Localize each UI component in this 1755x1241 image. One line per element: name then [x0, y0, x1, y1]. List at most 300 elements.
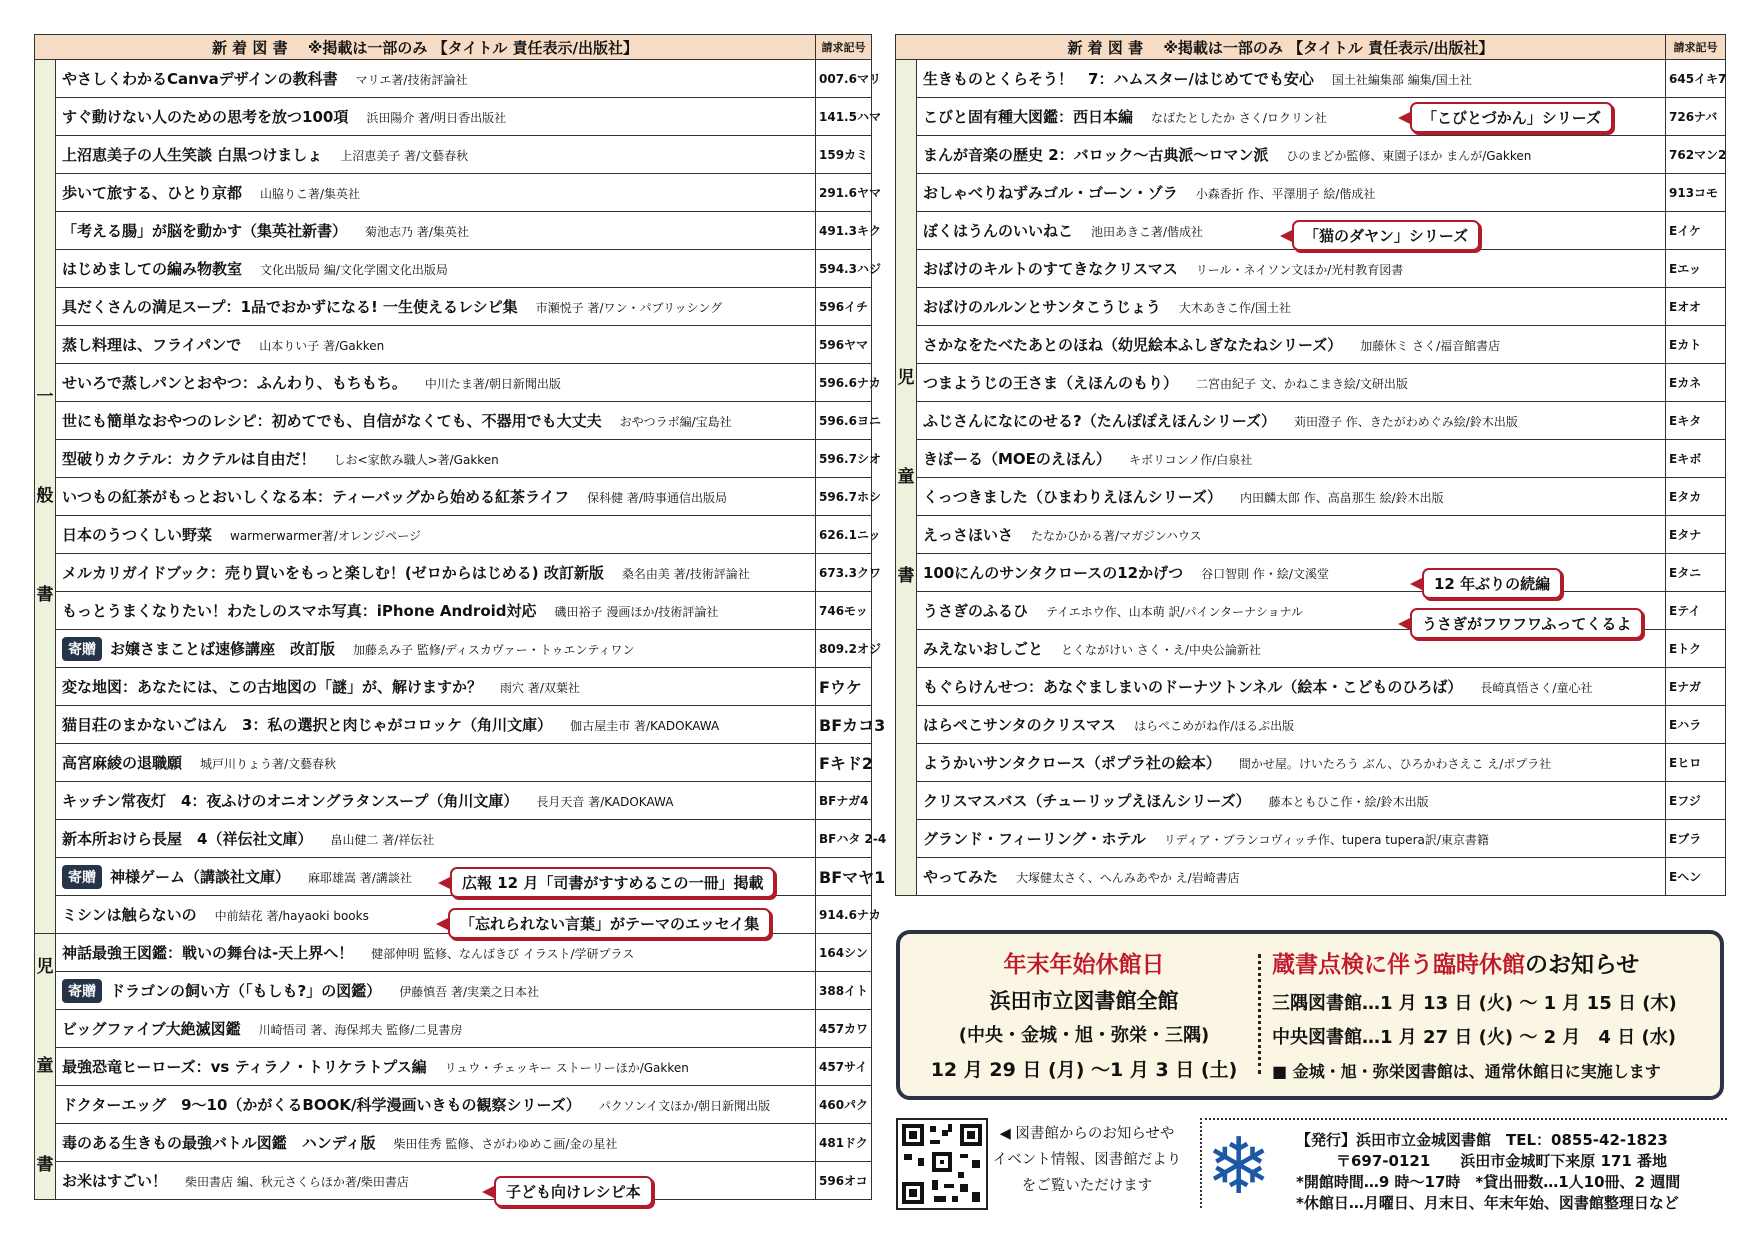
book-row	[35, 288, 872, 326]
book-responsibility: リール・ネイソン文ほか/光村教育図書	[1195, 263, 1404, 277]
category-char: 書	[36, 584, 54, 605]
footer-hours: *開館時間…9 時～17時 *貸出冊数…1人10冊、2 週間	[1296, 1173, 1681, 1191]
new-year-title: 年末年始休館日	[1003, 952, 1165, 978]
book-call-number: 596.7ホシ	[816, 478, 872, 516]
book-call-number: 596イチ	[816, 288, 872, 326]
book-call-number: Eカネ	[1666, 364, 1726, 402]
category-char: 書	[897, 565, 915, 586]
category-char: 般	[36, 486, 54, 507]
book-title-cell	[917, 402, 1666, 440]
book-responsibility: 加藤休ミ さく/福音館書店	[1360, 339, 1501, 353]
book-row	[35, 98, 872, 136]
book-title-cell	[56, 1086, 816, 1124]
book-title-cell	[56, 744, 816, 782]
book-title: お米はすごい！	[62, 1172, 168, 1190]
book-row	[35, 250, 872, 288]
notice-divider	[1258, 954, 1261, 1074]
header-call-label: 請求記号	[1666, 35, 1726, 60]
book-responsibility: 健部伸明 監修、なんばきび イラスト/学研プラス	[371, 947, 635, 961]
book-row	[896, 858, 1726, 896]
footer-address: 〒697-0121 浜田市金城町下来原 171 番地	[1336, 1152, 1668, 1170]
book-responsibility: 加藤ゑみ子 監修/ディスカヴァー・トゥエンティワン	[353, 642, 635, 657]
book-row	[35, 440, 872, 478]
book-title: メルカリガイドブック：売り買いをもっと楽しむ！(ゼロからはじめる) 改訂新版	[62, 564, 604, 582]
table-header	[35, 35, 872, 60]
book-call-number: 626.1ニッ	[816, 516, 872, 554]
book-title-cell	[917, 858, 1666, 896]
book-title-cell	[917, 820, 1666, 858]
book-title: 日本のうつくしい野菜	[62, 526, 213, 544]
category-char: 児	[897, 368, 915, 389]
book-title: えっさほいさ	[923, 526, 1014, 544]
book-title-cell	[56, 60, 816, 98]
book-title: 最強恐竜ヒーローズ：vs ティラノ・トリケラトプス編	[62, 1058, 427, 1076]
book-row	[35, 1124, 872, 1162]
book-row	[35, 630, 872, 668]
book-call-number: 914.6ナカ	[816, 896, 872, 934]
qr-caption-line2: イベント情報、図書館だより	[992, 1152, 1182, 1168]
new-year-scope: 浜田市立図書館全館	[989, 989, 1179, 1013]
book-responsibility: 長崎真悟さく/童心社	[1480, 681, 1593, 695]
book-title-cell	[56, 478, 816, 516]
inventory-chuo: 中央図書館…1 月 27 日 (火) ～ 2 月 4 日 (水)	[1272, 1027, 1676, 1048]
book-row	[35, 1162, 872, 1200]
book-row	[896, 820, 1726, 858]
book-row	[35, 706, 872, 744]
book-responsibility: 山本りい子 著/Gakken	[259, 339, 385, 353]
book-title: ミシンは触らないの	[62, 906, 197, 924]
book-title-cell	[917, 782, 1666, 820]
book-title-cell	[56, 250, 816, 288]
book-title: ふじさんになにのせる?（たんぽぽえほんシリーズ）	[923, 412, 1276, 430]
book-responsibility: 文化出版局 編/文化学園文化出版局	[260, 263, 448, 277]
book-title-cell	[917, 174, 1666, 212]
book-call-number: Eヘン	[1666, 858, 1726, 896]
book-responsibility: 麻耶雄嵩 著/講談社	[308, 870, 412, 885]
book-call-number: 809.2オジ	[816, 630, 872, 668]
category-char: 童	[897, 467, 915, 488]
book-row	[35, 60, 872, 98]
book-row	[35, 972, 872, 1010]
book-title: 毒のある生きもの最強バトル図鑑 ハンディ版	[62, 1134, 376, 1152]
book-title: もっとうまくなりたい！わたしのスマホ写真：iPhone Android対応	[62, 602, 537, 620]
book-responsibility: リディア・ブランコヴィッチ作、tupera tupera訳/東京書籍	[1163, 833, 1489, 847]
header-title: 新 着 図 書 ※掲載は一部のみ 【タイトル 責任表示/出版社】	[896, 35, 1666, 60]
book-responsibility: とくながけい さく・え/中央公論新社	[1061, 643, 1261, 657]
callout-santa: 12 年ぶりの続編	[1422, 568, 1562, 599]
book-title-cell	[56, 288, 816, 326]
book-row	[896, 364, 1726, 402]
book-call-number: Eイケ	[1666, 212, 1726, 250]
book-title-cell	[56, 1162, 816, 1200]
book-title: 100にんのサンタクロースの12かげつ	[923, 564, 1184, 582]
book-call-number: 913コモ	[1666, 174, 1726, 212]
book-title-cell	[56, 782, 816, 820]
book-responsibility: 中川たま著/朝日新聞出版	[424, 377, 561, 391]
book-call-number: 726ナバ	[1666, 98, 1726, 136]
book-title-cell	[917, 478, 1666, 516]
book-title: すぐ動けない人のための思考を放つ100項	[62, 108, 349, 126]
book-title-cell	[56, 706, 816, 744]
book-responsibility: 小森香折 作、平澤朋子 絵/偕成社	[1195, 187, 1376, 201]
book-title-cell	[917, 326, 1666, 364]
book-responsibility: 国土社編集部 編集/国土社	[1331, 73, 1472, 87]
book-title: 神様ゲーム（講談社文庫）	[110, 867, 291, 886]
book-row	[896, 668, 1726, 706]
book-title: 新本所おけら長屋 4（祥伝社文庫）	[62, 830, 313, 848]
book-call-number: Eブラ	[1666, 820, 1726, 858]
book-title: 神話最強王図鑑：戦いの舞台は-天上界へ！	[62, 944, 354, 962]
book-title: やさしくわかるCanvaデザインの教科書	[62, 70, 338, 88]
book-call-number: BFマヤ1	[816, 858, 872, 896]
book-title: うさぎのふるひ	[923, 602, 1029, 620]
book-title: せいろで蒸しパンとおやつ：ふんわり、もちもち。	[62, 374, 407, 392]
footer-info	[1296, 1130, 1680, 1214]
book-row	[35, 402, 872, 440]
donation-badge: 寄贈	[62, 637, 102, 661]
book-title-cell	[56, 972, 816, 1010]
book-responsibility: ひのまどか監修、東園子ほか まんが/Gakken	[1286, 149, 1532, 163]
book-title: キッチン常夜灯 4：夜ふけのオニオングラタンスープ（角川文庫）	[62, 792, 519, 810]
book-responsibility: 柴田書店 編、秋元さくらほか著/柴田書店	[185, 1175, 409, 1189]
new-year-closure	[914, 946, 1254, 1082]
left-book-panel	[34, 34, 887, 1200]
book-title-cell	[56, 516, 816, 554]
book-title: やってみた	[923, 868, 999, 886]
book-responsibility: 上沼恵美子 著/文藝春秋	[340, 149, 469, 163]
callout-kamisama: 広報 12 月「司書がすすめるこの一冊」掲載	[450, 867, 775, 898]
book-row	[896, 554, 1726, 592]
book-title-cell	[917, 744, 1666, 782]
book-call-number: Fウケ	[816, 668, 872, 706]
inventory-misumi: 三隅図書館…1 月 13 日 (火) ～ 1 月 15 日 (木)	[1272, 993, 1677, 1014]
book-row	[35, 212, 872, 250]
book-call-number: Eエッ	[1666, 250, 1726, 288]
category-char: 一	[36, 387, 54, 408]
book-call-number: BFナガ4	[816, 782, 872, 820]
book-row	[896, 250, 1726, 288]
book-call-number: 457サイ	[816, 1048, 872, 1086]
book-row	[896, 174, 1726, 212]
book-row	[896, 402, 1726, 440]
footer-publisher: 【発行】浜田市立金城図書館 TEL：0855-42-1823	[1296, 1131, 1668, 1149]
book-row	[35, 136, 872, 174]
book-call-number: 596.6ヨニ	[816, 402, 872, 440]
book-title-cell	[917, 668, 1666, 706]
book-call-number: Eヒロ	[1666, 744, 1726, 782]
inventory-title-red: 蔵書点検に伴う臨時休館	[1272, 952, 1525, 978]
qr-code-icon	[898, 1120, 986, 1208]
book-responsibility: 菊池志乃 著/集英社	[365, 225, 469, 239]
book-title-cell	[56, 1124, 816, 1162]
callout-dayan: 「猫のダヤン」シリーズ	[1292, 220, 1480, 251]
left-book-table	[34, 34, 887, 1200]
book-title: みえないおしごと	[923, 640, 1044, 658]
book-row	[35, 554, 872, 592]
book-responsibility: 内田麟太郎 作、高畠那生 絵/鈴木出版	[1239, 491, 1444, 505]
book-call-number: 388イト	[816, 972, 872, 1010]
book-responsibility: 大木あきこ作/国土社	[1178, 301, 1291, 315]
book-title: 上沼恵美子の人生笑談 白黒つけましょ	[62, 146, 323, 164]
book-call-number: Eフジ	[1666, 782, 1726, 820]
book-row	[896, 744, 1726, 782]
book-responsibility: 浜田陽介 著/明日香出版社	[366, 111, 507, 125]
book-call-number: Eテイ	[1666, 592, 1726, 630]
book-responsibility: 大塚健太さく、へんみあやか え/岩崎書店	[1016, 871, 1240, 885]
book-call-number: Eキボ	[1666, 440, 1726, 478]
book-title-cell	[56, 1048, 816, 1086]
closure-notice	[896, 930, 1724, 1100]
book-responsibility: テイエホウ作、山本萌 訳/パインターナショナル	[1046, 605, 1303, 619]
book-title-cell	[917, 136, 1666, 174]
book-row	[35, 326, 872, 364]
book-call-number: 291.6ヤマ	[816, 174, 872, 212]
book-row	[896, 288, 1726, 326]
book-title: ドクターエッグ 9～10（かがくるBOOK/科学漫画いきもの観察シリーズ）	[62, 1096, 581, 1114]
book-title: こびと固有種大図鑑：西日本編	[923, 108, 1134, 126]
book-row	[896, 326, 1726, 364]
book-title-cell	[56, 402, 816, 440]
book-call-number: Eカト	[1666, 326, 1726, 364]
footer-closed: *休館日…月曜日、月末日、年末年始、図書館整理日など	[1296, 1194, 1679, 1212]
book-responsibility: パクソンイ文ほか/朝日新聞出版	[598, 1099, 771, 1113]
book-title-cell	[917, 60, 1666, 98]
book-title: はらぺこサンタのクリスマス	[923, 716, 1117, 734]
book-title-cell	[917, 364, 1666, 402]
book-title: まんが音楽の歴史 2：バロック～古典派～ロマン派	[923, 146, 1269, 164]
book-title: つまようじの王さま（えほんのもり）	[923, 374, 1179, 392]
book-title-cell	[56, 554, 816, 592]
book-title: おばけのルルンとサンタこうじょう	[923, 298, 1161, 316]
book-call-number: 645イキ7	[1666, 60, 1726, 98]
category-char: 書	[36, 1154, 54, 1175]
book-call-number: 746モッ	[816, 592, 872, 630]
book-responsibility: 藤本ともひこ作・絵/鈴木出版	[1268, 795, 1429, 809]
book-title: 型破りカクテル：カクテルは自由だ！	[62, 450, 316, 468]
book-row	[35, 668, 872, 706]
book-title: グランド・フィーリング・ホテル	[923, 830, 1146, 848]
book-row	[896, 782, 1726, 820]
book-call-number: 596オコ	[816, 1162, 872, 1200]
book-title-cell	[56, 630, 816, 668]
callout-kobito: 「こびとづかん」シリーズ	[1410, 102, 1613, 133]
book-title: くっつきました（ひまわりえほんシリーズ）	[923, 488, 1222, 506]
book-row	[35, 1048, 872, 1086]
qr-caption	[992, 1121, 1182, 1199]
book-title-cell	[56, 212, 816, 250]
book-responsibility: 二宮由紀子 文、かねこまき絵/文研出版	[1196, 377, 1408, 391]
book-title-cell	[56, 668, 816, 706]
book-title-cell	[56, 326, 816, 364]
book-call-number: Eオオ	[1666, 288, 1726, 326]
book-call-number: 007.6マリ	[816, 60, 872, 98]
book-row	[35, 364, 872, 402]
book-responsibility: 川崎悟司 著、海保邦夫 監修/二見書房	[258, 1023, 463, 1037]
book-title: 具だくさんの満足スープ：1品でおかずになる! 一生使えるレシピ集	[62, 298, 518, 316]
book-call-number: BFハタ 2-4	[816, 820, 872, 858]
book-title: 変な地図：あなたには、この古地図の「謎」が、解けますか？	[62, 678, 483, 696]
category-char: 児	[36, 957, 54, 978]
book-row	[35, 592, 872, 630]
book-call-number: Eタナ	[1666, 516, 1726, 554]
donation-badge: 寄贈	[62, 865, 102, 889]
book-title: おしゃべりねずみゴル・ゴーン・ゾラ	[923, 184, 1178, 202]
book-responsibility: 磯田裕子 漫画ほか/技術評論社	[554, 605, 719, 619]
callout-okome: 子ども向けレシピ本	[494, 1176, 653, 1207]
book-responsibility: 保科健 著/時事通信出版局	[587, 491, 728, 505]
book-row	[35, 934, 872, 972]
book-responsibility: おやつラボ編/宝島社	[619, 415, 732, 429]
book-responsibility: 池田あきこ著/偕成社	[1091, 225, 1204, 239]
book-call-number: Eタカ	[1666, 478, 1726, 516]
book-title: 高宮麻綾の退職願	[62, 754, 183, 772]
inventory-others: ■ 金城・旭・弥栄図書館は、通常休館日に実施します	[1272, 1062, 1661, 1081]
book-responsibility: 谷口智則 作・絵/文溪堂	[1201, 567, 1329, 581]
book-responsibility: マリエ著/技術評論社	[355, 73, 468, 87]
right-book-table	[895, 34, 1726, 896]
book-responsibility: キボリコンノ作/白泉社	[1128, 453, 1253, 467]
book-title: 生きものとくらそう！ 7：ハムスター/はじめてでも安心	[923, 70, 1314, 88]
qr-caption-line1: ◀ 図書館からのお知らせや	[999, 1126, 1175, 1142]
book-call-number: Eキタ	[1666, 402, 1726, 440]
book-title-cell	[56, 98, 816, 136]
book-row	[896, 136, 1726, 174]
book-title-cell	[917, 250, 1666, 288]
table-header	[896, 35, 1726, 60]
book-responsibility: 苅田澄子 作、きたがわめぐみ絵/鈴木出版	[1293, 415, 1518, 429]
book-row	[896, 516, 1726, 554]
book-responsibility: リュウ・チェッキー ストーリーほか/Gakken	[444, 1061, 689, 1075]
callout-mishin: 「忘れられない言葉」がテーマのエッセイ集	[448, 908, 771, 939]
book-title: おばけのキルトのすてきなクリスマス	[923, 260, 1178, 278]
book-call-number: 594.3ハジ	[816, 250, 872, 288]
book-title-cell	[56, 364, 816, 402]
book-title-cell	[56, 174, 816, 212]
book-responsibility: しお<家飲み職人>著/Gakken	[333, 453, 499, 467]
book-call-number: 457カワ	[816, 1010, 872, 1048]
book-call-number: Eハラ	[1666, 706, 1726, 744]
book-call-number: Fキド2	[816, 744, 872, 782]
qr-caption-line3: をご覧いただけます	[1021, 1178, 1153, 1194]
book-title: 猫目荘のまかないごはん 3：私の選択と肉じゃがコロッケ（角川文庫）	[62, 716, 553, 734]
book-row	[896, 478, 1726, 516]
book-title-cell	[56, 934, 816, 972]
book-title: もぐらけんせつ：あなぐましまいのドーナツトンネル（絵本・こどものひろば）	[923, 678, 1463, 696]
book-row	[35, 820, 872, 858]
book-title: きぼーる（MOEのえほん）	[923, 450, 1111, 468]
book-responsibility: なばたとしたか さく/ロクリン社	[1151, 111, 1327, 125]
book-call-number: 481ドク	[816, 1124, 872, 1162]
book-responsibility: 雨穴 著/双葉社	[500, 681, 580, 695]
book-call-number: Eナガ	[1666, 668, 1726, 706]
book-title: ビッグファイブ大絶滅図鑑	[62, 1020, 241, 1038]
category-char: 童	[36, 1056, 54, 1077]
book-row	[35, 1010, 872, 1048]
inventory-closure	[1272, 946, 1712, 1082]
new-year-branches: (中央・金城・旭・弥栄・三隅)	[958, 1025, 1210, 1046]
book-call-number: 491.3キク	[816, 212, 872, 250]
category-cell	[896, 60, 917, 896]
donation-badge: 寄贈	[62, 979, 102, 1003]
book-title: 世にも簡単なおやつのレシピ：初めてでも、自信がなくても、不器用でも大丈夫	[62, 412, 602, 430]
book-title-cell	[56, 592, 816, 630]
book-responsibility: warmerwarmer著/オレンジページ	[230, 529, 422, 543]
book-title-cell	[56, 1010, 816, 1048]
book-title-cell	[56, 820, 816, 858]
book-call-number: BFカコ3	[816, 706, 872, 744]
book-title: クリスマスバス（チューリップえほんシリーズ）	[923, 792, 1251, 810]
book-responsibility: 長月天音 著/KADOKAWA	[536, 795, 674, 809]
book-title: ぼくはうんのいいねこ	[923, 222, 1074, 240]
book-call-number: 762マン2	[1666, 136, 1726, 174]
book-responsibility: 間かせ屋。けいたろう ぶん、ひろかわさえこ え/ポプラ社	[1238, 757, 1552, 771]
book-title: いつもの紅茶がもっとおいしくなる本：ティーバッグから始める紅茶ライフ	[62, 488, 570, 506]
book-call-number: 596.6ナカ	[816, 364, 872, 402]
book-call-number: 596.7シオ	[816, 440, 872, 478]
book-title-cell	[917, 516, 1666, 554]
book-title-cell	[917, 706, 1666, 744]
inventory-title-black: のお知らせ	[1525, 952, 1640, 978]
book-responsibility: 中前結花 著/hayaoki books	[214, 909, 369, 923]
book-call-number: 164シン	[816, 934, 872, 972]
book-responsibility: 柴田佳秀 監修、さがわゆめこ画/金の星社	[393, 1137, 618, 1151]
book-responsibility: たなかひかる著/マガジンハウス	[1031, 529, 1202, 543]
book-title: 歩いて旅する、ひとり京都	[62, 184, 243, 202]
category-cell	[35, 934, 56, 1200]
book-row	[896, 706, 1726, 744]
book-call-number: 596ヤマ	[816, 326, 872, 364]
book-row	[35, 478, 872, 516]
book-call-number: 159カミ	[816, 136, 872, 174]
book-call-number: Eトク	[1666, 630, 1726, 668]
book-call-number: 673.3クワ	[816, 554, 872, 592]
book-row	[35, 516, 872, 554]
book-title: ようかいサンタクロース（ポプラ社の絵本）	[923, 754, 1221, 772]
book-row	[35, 174, 872, 212]
book-row	[35, 744, 872, 782]
book-responsibility: 伽古屋圭市 著/KADOKAWA	[570, 719, 720, 733]
book-call-number: 141.5ハマ	[816, 98, 872, 136]
book-title: お嬢さまことば速修講座 改訂版	[110, 639, 336, 658]
book-title-cell	[56, 440, 816, 478]
book-title: 蒸し料理は、フライパンで	[62, 336, 242, 354]
new-year-dates: 12 月 29 日 (月) ～1 月 3 日 (土)	[930, 1059, 1238, 1081]
book-title-cell	[917, 440, 1666, 478]
book-title: 「考える腸」が脳を動かす（集英社新書）	[62, 222, 348, 240]
book-title: ドラゴンの飼い方（「もしも?」の図鑑）	[110, 981, 382, 1000]
inventory-title	[1272, 946, 1712, 979]
header-title: 新 着 図 書 ※掲載は一部のみ 【タイトル 責任表示/出版社】	[35, 35, 816, 60]
book-title-cell	[56, 136, 816, 174]
qr-code[interactable]	[896, 1118, 988, 1210]
book-responsibility: 山脇りこ著/集英社	[260, 187, 361, 201]
category-cell	[35, 60, 56, 934]
book-responsibility: はらぺこめがね作/ほるぷ出版	[1134, 719, 1295, 733]
snowflake-icon: ❄	[1206, 1122, 1272, 1212]
book-responsibility: 畠山健二 著/祥伝社	[330, 833, 435, 847]
book-responsibility: 桑名由美 著/技術評論社	[621, 567, 750, 581]
right-book-panel	[895, 34, 1726, 896]
book-title-cell	[917, 288, 1666, 326]
book-row	[35, 1086, 872, 1124]
book-call-number: 460パク	[816, 1086, 872, 1124]
book-title: はじめましての編み物教室	[62, 260, 243, 278]
book-title: さかなをたべたあとのほね（幼児絵本ふしぎなたねシリーズ）	[923, 336, 1343, 354]
callout-usagi: うさぎがフワフワふってくるよ	[1410, 608, 1643, 639]
book-responsibility: 市瀬悦子 著/ワン・パブリッシング	[535, 301, 722, 315]
book-call-number: Eタニ	[1666, 554, 1726, 592]
header-call-label: 請求記号	[816, 35, 872, 60]
